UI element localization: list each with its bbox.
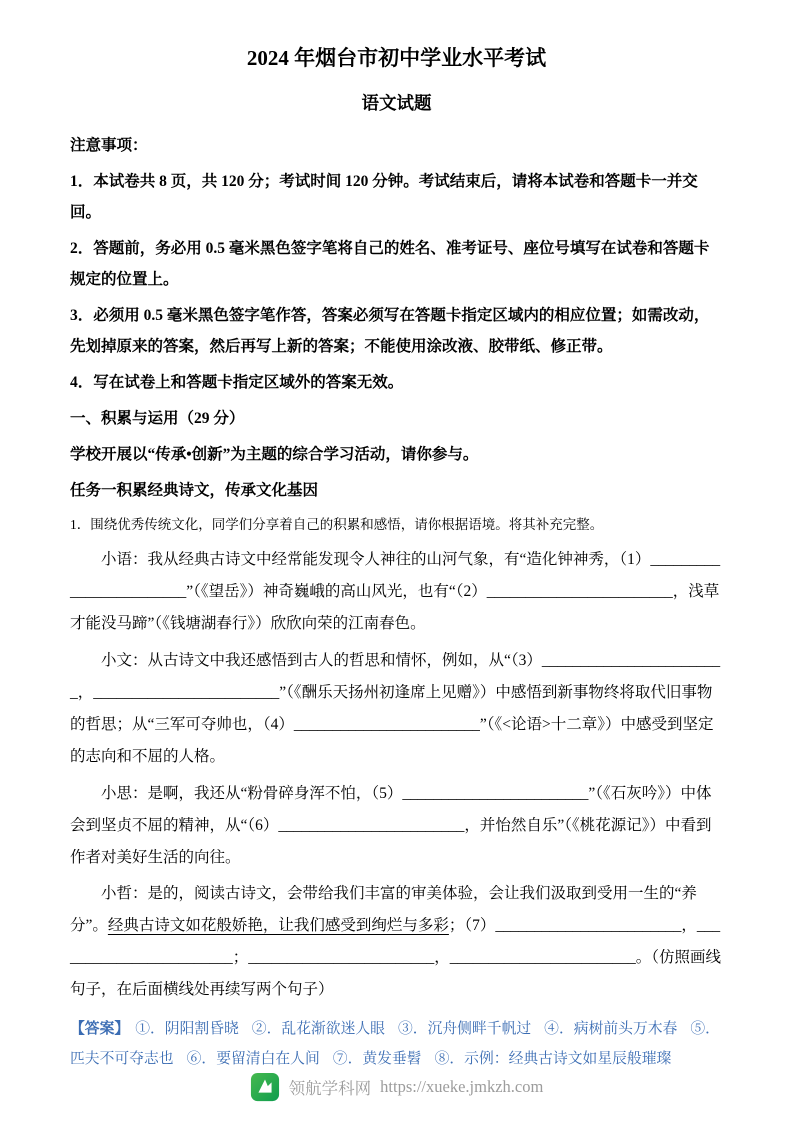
notice-item-2: 2．答题前，务必用 0.5 毫米黑色签字笔将自己的姓名、准考证号、座位号填写在试卷和答题卡规定的位置上。 [70,239,710,288]
section-intro: 学校开展以“传承•创新”为主题的综合学习活动，请你参与。 [70,445,479,463]
question1-stem: 1．围绕优秀传统文化，同学们分享着自己的积累和感悟，请你根据语境。将其补充完整。 [70,516,604,532]
answer-block [70,1014,723,1075]
paper-subtitle: 语文试题 [361,93,432,114]
answer-item-1: ①．阴阳割昏晓 [135,1021,239,1038]
answer-item-7: ⑦．黄发垂髫 [332,1051,422,1068]
xiaozhe-text-post: ；（7）________________________，________________________；________________________，________________________。（仿照画线句子，在后面横线处再续写两个句子） [70,917,722,999]
paragraph-xiaowen: 小文：从古诗文中我还感悟到古人的哲思和情怀，例如，从“（3）________________________，________________________”（《酬乐天扬州初逢席上见赠》）中感悟到新事物终将取代旧事物的哲思；从“三军可夺帅也，（4）________________________”（《<论语>十二章》）中感受到坚定的志向和不屈的人格。 [70,652,721,765]
notice-heading: 注意事项： [70,136,148,154]
xiaozhe-text-pre: 小哲：是的，阅读古诗文，会带给我们丰富的审美体验，会让我们汲取到受用一生的“养分”。 [70,885,697,935]
answer-item-5: ⑤．匹夫不可夺志也 [70,1021,720,1068]
site-logo-icon [250,1072,280,1102]
answer-item-2: ②．乱花渐欲迷人眼 [251,1021,385,1038]
section-heading: 一、积累与运用（29 分） [70,409,245,427]
paragraph-xiaozhe [70,878,723,1006]
paper-title: 2024 年烟台市初中学业水平考试 [246,46,547,70]
notice-item-1: 1．本试卷共 8 页，共 120 分；考试时间 120 分钟。考试结束后，请将本试卷和答题卡一并交回。 [70,172,698,221]
answer-item-4: ④．病树前头万木春 [544,1021,678,1038]
watermark-footer [0,1072,793,1102]
notice-item-3: 3．必须用 0.5 毫米黑色签字笔作答，答案必须写在答题卡指定区域内的相应位置；如需改动，先划掉原来的答案，然后再写上新的答案；不能使用涂改液、胶带纸、修正带。 [70,306,710,355]
paragraph-xiaoyu: 小语：我从经典古诗文中经常能发现令人神往的山河气象，有“造化钟神秀，（1）________________________”（《望岳》）神奇巍峨的高山风光，也有“（2）________________________，浅草才能没马蹄”（《钱塘湖春行》）欣欣向荣的江南春色。 [70,551,721,633]
watermark-site-name: 领航学科网 [288,1079,372,1098]
task-heading: 任务一积累经典诗文，传承文化基因 [70,481,319,499]
xiaozhe-underlined-sentence: 经典古诗文如花般娇艳，让我们感受到绚烂与多彩 [107,917,449,935]
paragraph-xiaosi: 小思：是啊，我还从“粉骨碎身浑不怕，（5）________________________”（《石灰吟》）中体会到坚贞不屈的精神，从“（6）________________________，并怡然自乐”（《桃花源记》）中看到作者对美好生活的向往。 [70,784,712,866]
answer-label: 【答案】 [70,1021,130,1038]
answer-item-3: ③．沉舟侧畔千帆过 [397,1021,532,1038]
watermark-url: https://xueke.jmkzh.com [380,1077,544,1096]
notice-item-4: 4．写在试卷上和答题卡指定区域外的答案无效。 [70,373,404,391]
answer-item-6: ⑥．要留清白在人间 [186,1051,320,1068]
answer-item-8: ⑧．示例：经典古诗文如星辰般璀璨 [434,1051,672,1068]
